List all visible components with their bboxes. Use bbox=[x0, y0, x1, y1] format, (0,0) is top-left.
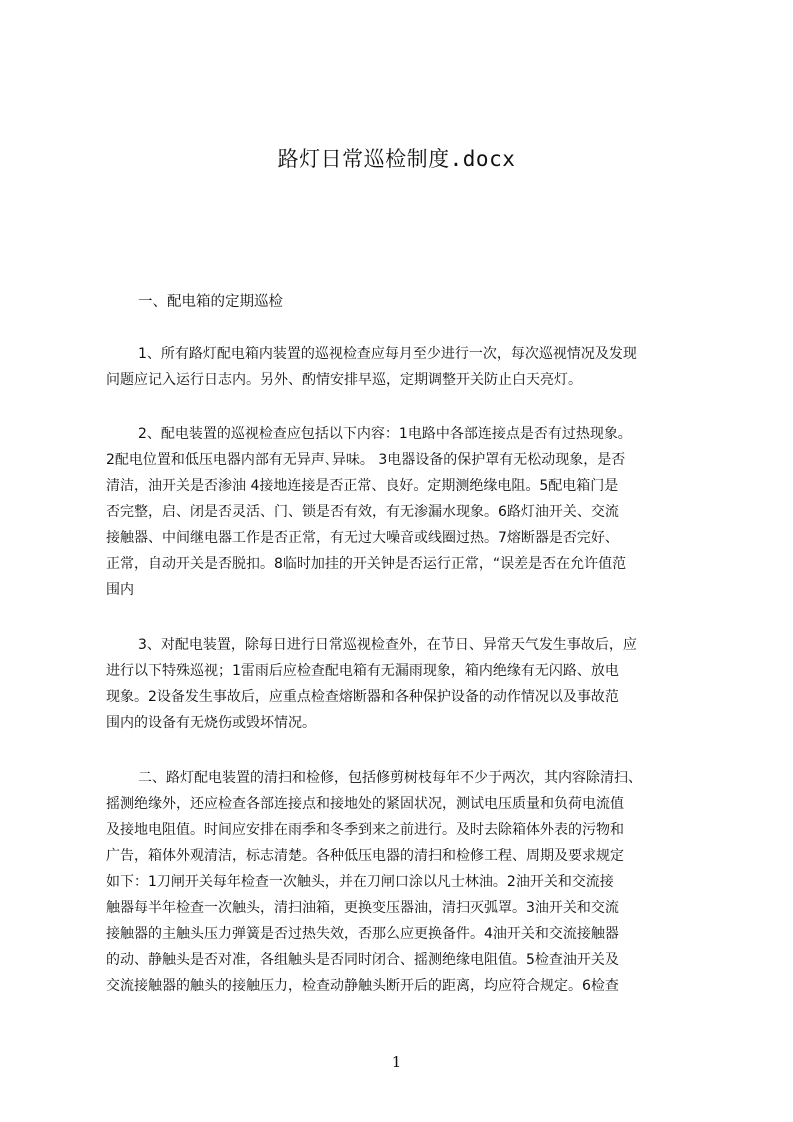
text-line: 及接地电阻值。时间应安排在雨季和冬季到来之前进行。及时去除箱体外表的污物和 bbox=[106, 822, 624, 838]
text-line: 交流接触器的触头的接触压力，检查动静触头断开后的距离，均应符合规定。6检查 bbox=[106, 978, 619, 994]
text-line: 清洁，油开关是否渗油 4接地连接是否正常、良好。定期测绝缘电阻。5配电箱门是 bbox=[106, 478, 619, 494]
paragraph-2 bbox=[106, 421, 706, 603]
text-line: 触器每半年检查一次触头，清扫油箱，更换变压器油，清扫灭弧罩。3油开关和交流 bbox=[106, 900, 619, 916]
text-line: 围内的设备有无烧伤或毁坏情况。 bbox=[106, 715, 316, 731]
text-line: 否完整，启、闭是否灵活、门、锁是否有效，有无渗漏水现象。6路灯油开关、交流 bbox=[106, 504, 619, 520]
page-number: 1 bbox=[391, 1053, 402, 1071]
text-line: 如下：1刀闸开关每年检查一次触头，并在刀闸口涂以凡士林油。2油开关和交流接 bbox=[106, 874, 614, 890]
text-line: 摇测绝缘外，还应检查各部连接点和接地处的紧固状况，测试电压质量和负荷电流值 bbox=[106, 796, 624, 812]
text-line: 的动、静触头是否对准，各组触头是否同时闭合、摇测绝缘电阻值。5检查油开关及 bbox=[106, 952, 619, 968]
text-line: 广告，箱体外观清洁，标志清楚。各种低压电器的清扫和检修工程、周期及要求规定 bbox=[106, 848, 624, 864]
text-line: 1、所有路灯配电箱内装置的巡视检查应每月至少进行一次，每次巡视情况及发现 bbox=[138, 346, 637, 362]
paragraph-1 bbox=[106, 341, 706, 393]
text-line: 二、路灯配电装置的清扫和检修，包括修剪树枝每年不少于两次，其内容除清扫、 bbox=[138, 770, 642, 786]
text-line: 2配电位置和低压电器内部有无异声､异味。 3电器设备的保护罩有无松动现象，是否 bbox=[106, 452, 626, 468]
text-line: 接触器的主触头压力弹簧是否过热失效，否那么应更换备件。4油开关和交流接触器 bbox=[106, 926, 619, 942]
text-line: 2、配电装置的巡视检查应包括以下内容：1电路中各部连接点是否有过热现象。 bbox=[138, 426, 632, 442]
text-line: 接触器、中间继电器工作是否正常，有无过大噪音或线圈过热。7熔断器是否完好、 bbox=[106, 530, 619, 546]
text-line: 正常，自动开关是否脱扣。8临时加挂的开关钟是否运行正常，“误差是否在允许值范 bbox=[106, 556, 627, 572]
text-line: 问题应记入运行日志内。另外、酌情安排早巡，定期调整开关防止白天亮灯。 bbox=[106, 372, 582, 388]
text-line: 进行以下特殊巡视；1雷雨后应检查配电箱有无漏雨现象，箱内绝缘有无闪路、放电 bbox=[106, 663, 619, 679]
text-line: 现象。2设备发生事故后，应重点检查熔断器和各种保护设备的动作情况以及事故范 bbox=[106, 689, 619, 705]
document-title: 路灯日常巡检制度.docx bbox=[277, 147, 516, 171]
text-line: 围内 bbox=[106, 582, 134, 598]
section-heading: 一、配电箱的定期巡检 bbox=[138, 294, 283, 310]
paragraph-4 bbox=[106, 765, 706, 999]
paragraph-3 bbox=[106, 632, 706, 736]
text-line: 3、对配电装置，除每日进行日常巡视检查外，在节日、异常天气发生事故后，应 bbox=[138, 637, 637, 653]
